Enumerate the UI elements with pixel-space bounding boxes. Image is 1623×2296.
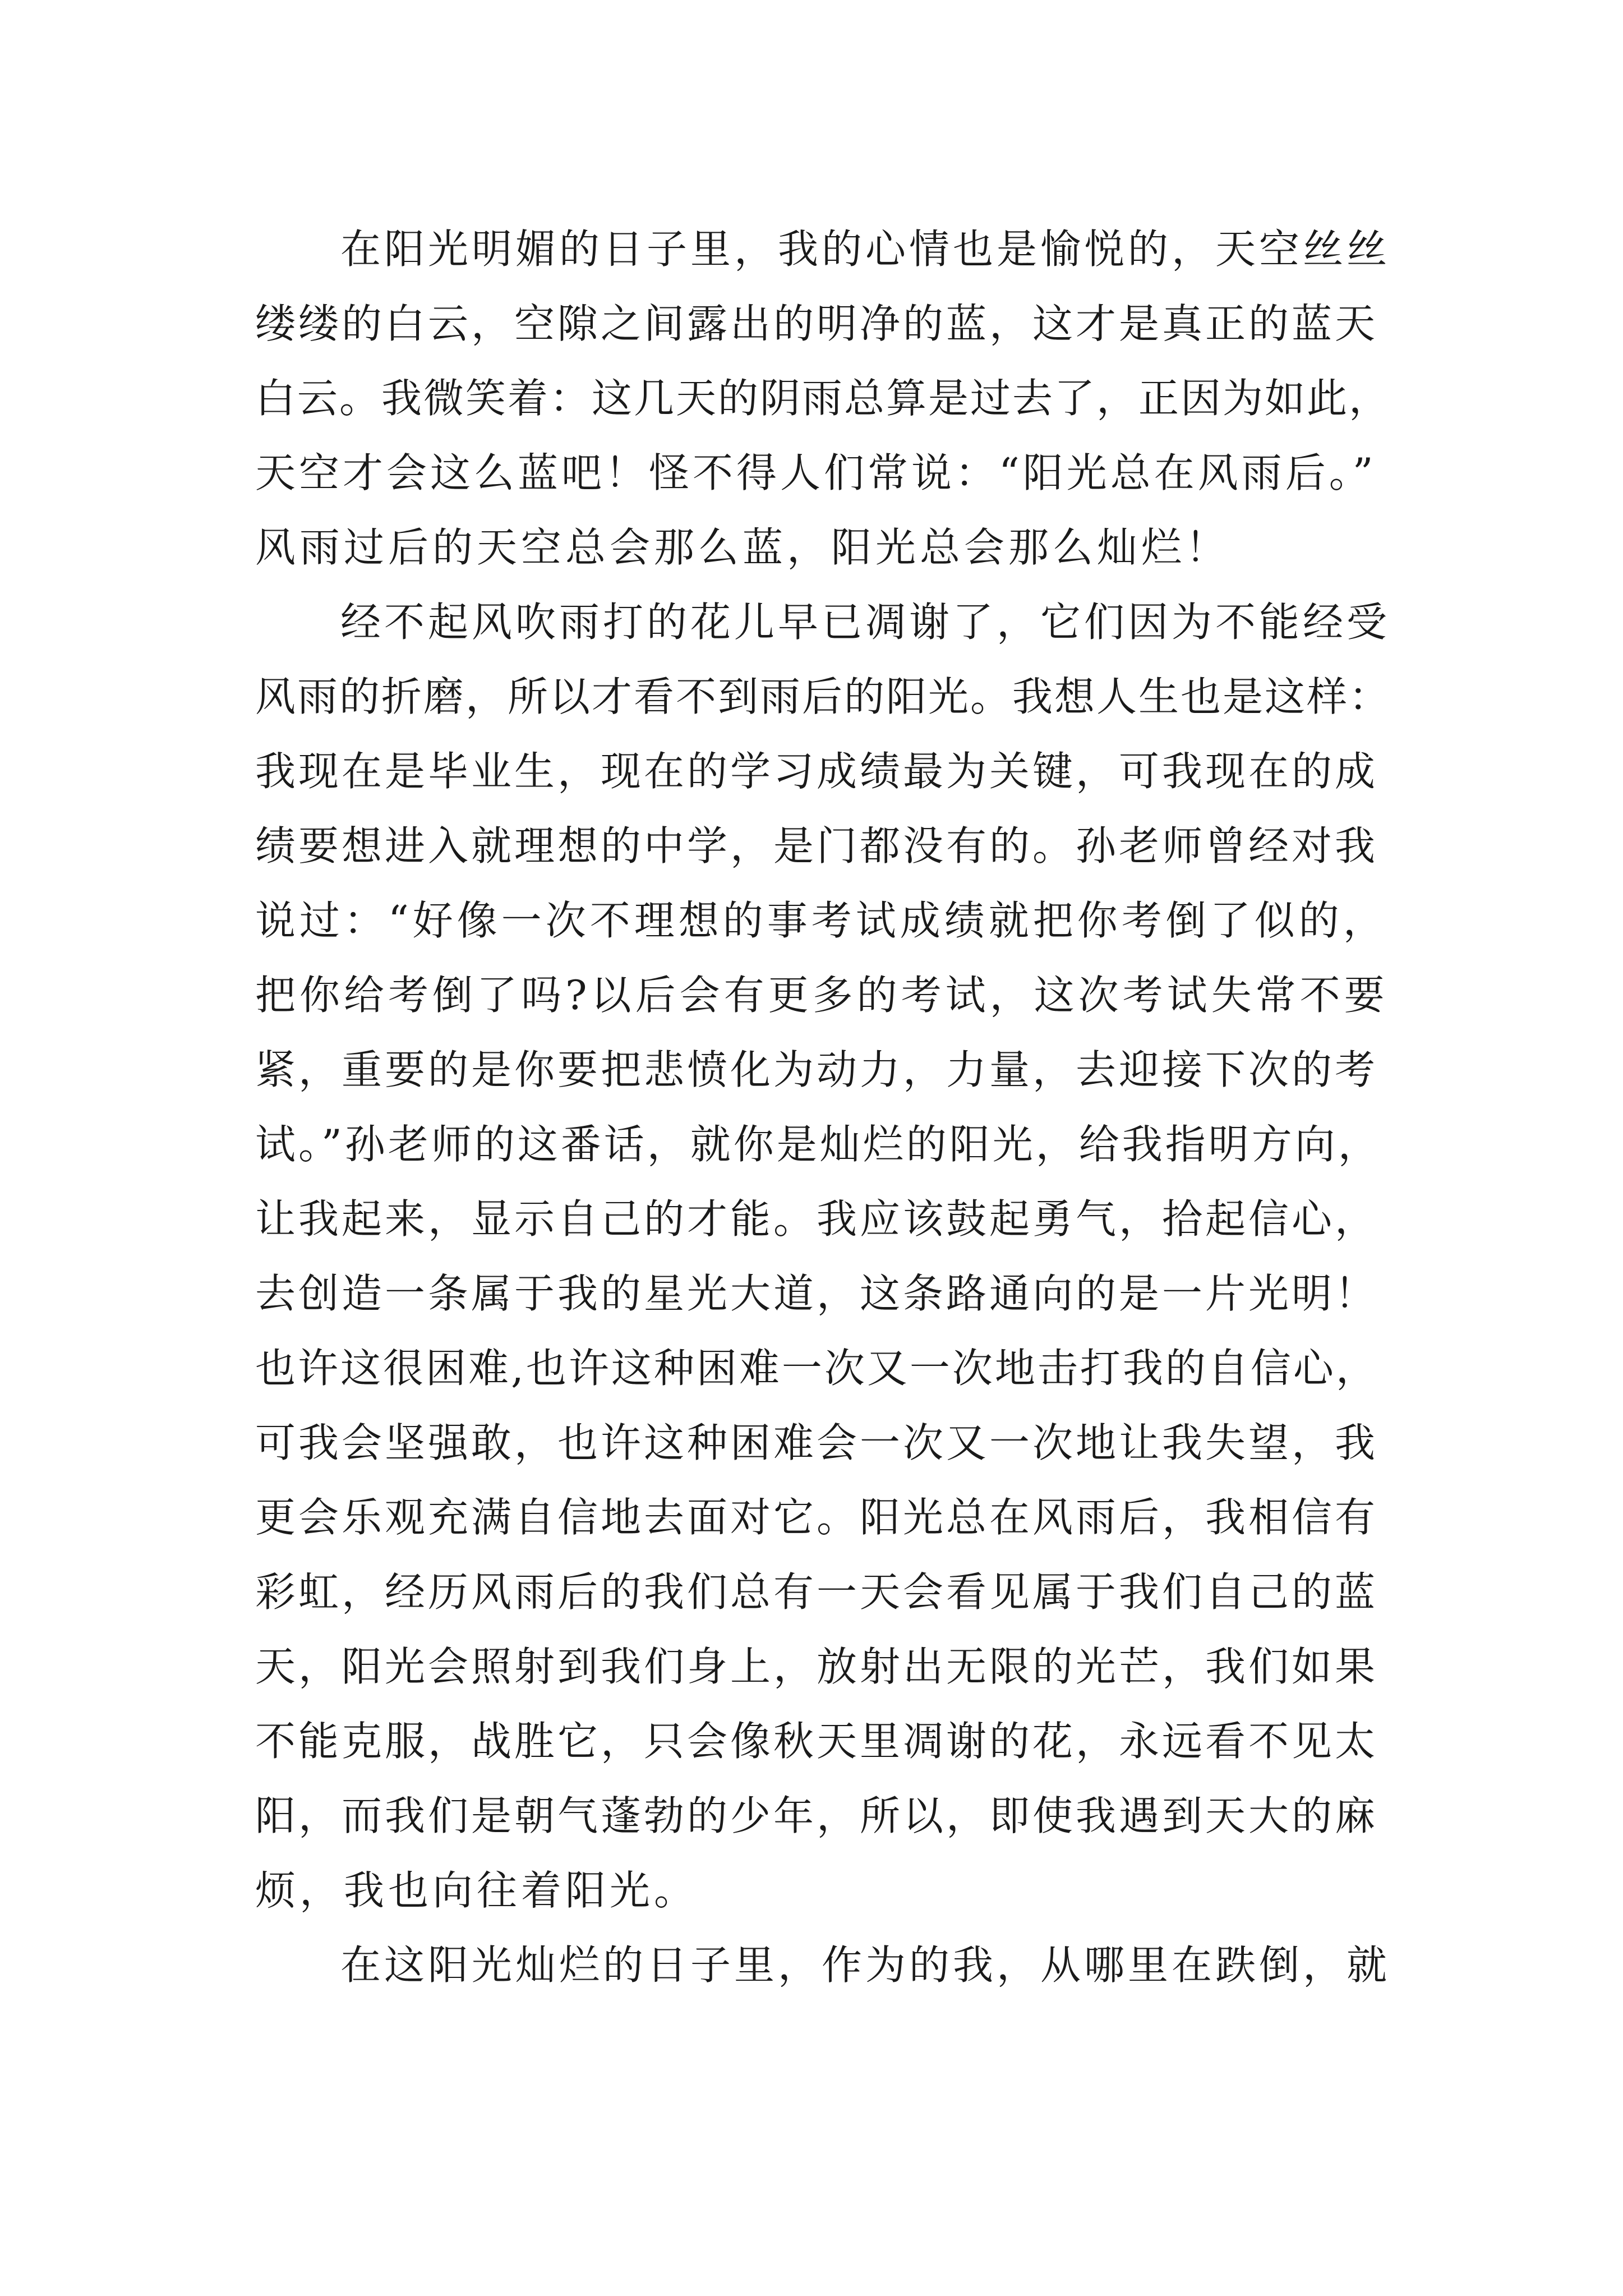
text-line: 我现在是毕业生，现在的学习成绩最为关键，可我现在的成 — [255, 748, 1378, 795]
text-line: 可我会坚强敢，也许这种困难会一次又一次地让我失望，我 — [255, 1419, 1378, 1466]
text-line: 经不起风吹雨打的花儿早已凋谢了，它们因为不能经受 — [340, 599, 1391, 646]
text-line: 烦，我也向往着阳光。 — [255, 1867, 699, 1914]
text-line: 风雨过后的天空总会那么蓝，阳光总会那么灿烂！ — [255, 524, 1230, 571]
text-line: 也许这很困难,也许这种困难一次又一次地击打我的自信心， — [255, 1345, 1378, 1392]
body-text — [255, 212, 1391, 2003]
text-line: 缕缕的白云，空隙之间露出的明净的蓝，这才是真正的蓝天 — [255, 300, 1378, 347]
text-line: 白云。我微笑着：这几天的阴雨总算是过去了，正因为如此， — [255, 375, 1391, 422]
text-line: 说过：“好像一次不理想的事考试成绩就把你考倒了似的， — [255, 897, 1387, 944]
text-line: 风雨的折磨，所以才看不到雨后的阳光。我想人生也是这样： — [255, 673, 1391, 720]
text-line: 更会乐观充满自信地去面对它。阳光总在风雨后，我相信有 — [255, 1494, 1378, 1541]
text-line: 试。”孙老师的这番话，就你是灿烂的阳光，给我指明方向， — [255, 1121, 1381, 1168]
text-line: 绩要想进入就理想的中学，是门都没有的。孙老师曾经对我 — [255, 822, 1378, 869]
text-line: 彩虹，经历风雨后的我们总有一天会看见属于我们自己的蓝 — [255, 1568, 1378, 1616]
text-line: 在这阳光灿烂的日子里，作为的我，从哪里在跌倒，就 — [340, 1941, 1391, 1989]
text-line: 紧，重要的是你要把悲愤化为动力，力量，去迎接下次的考 — [255, 1046, 1378, 1093]
text-line: 阳，而我们是朝气蓬勃的少年，所以，即使我遇到天大的麻 — [255, 1792, 1378, 1839]
text-line: 把你给考倒了吗?以后会有更多的考试，这次考试失常不要 — [255, 972, 1389, 1019]
text-line: 让我起来，显示自己的才能。我应该鼓起勇气，拾起信心， — [255, 1195, 1378, 1243]
text-line: 不能克服，战胜它，只会像秋天里凋谢的花，永远看不见太 — [255, 1718, 1378, 1765]
text-line: 去创造一条属于我的星光大道，这条路通向的是一片光明！ — [255, 1270, 1378, 1317]
text-line: 在阳光明媚的日子里，我的心情也是愉悦的，天空丝丝 — [340, 226, 1391, 273]
text-line: 天，阳光会照射到我们身上，放射出无限的光芒，我们如果 — [255, 1643, 1378, 1690]
text-line: 天空才会这么蓝吧！怪不得人们常说：“阳光总在风雨后。” — [255, 449, 1377, 496]
